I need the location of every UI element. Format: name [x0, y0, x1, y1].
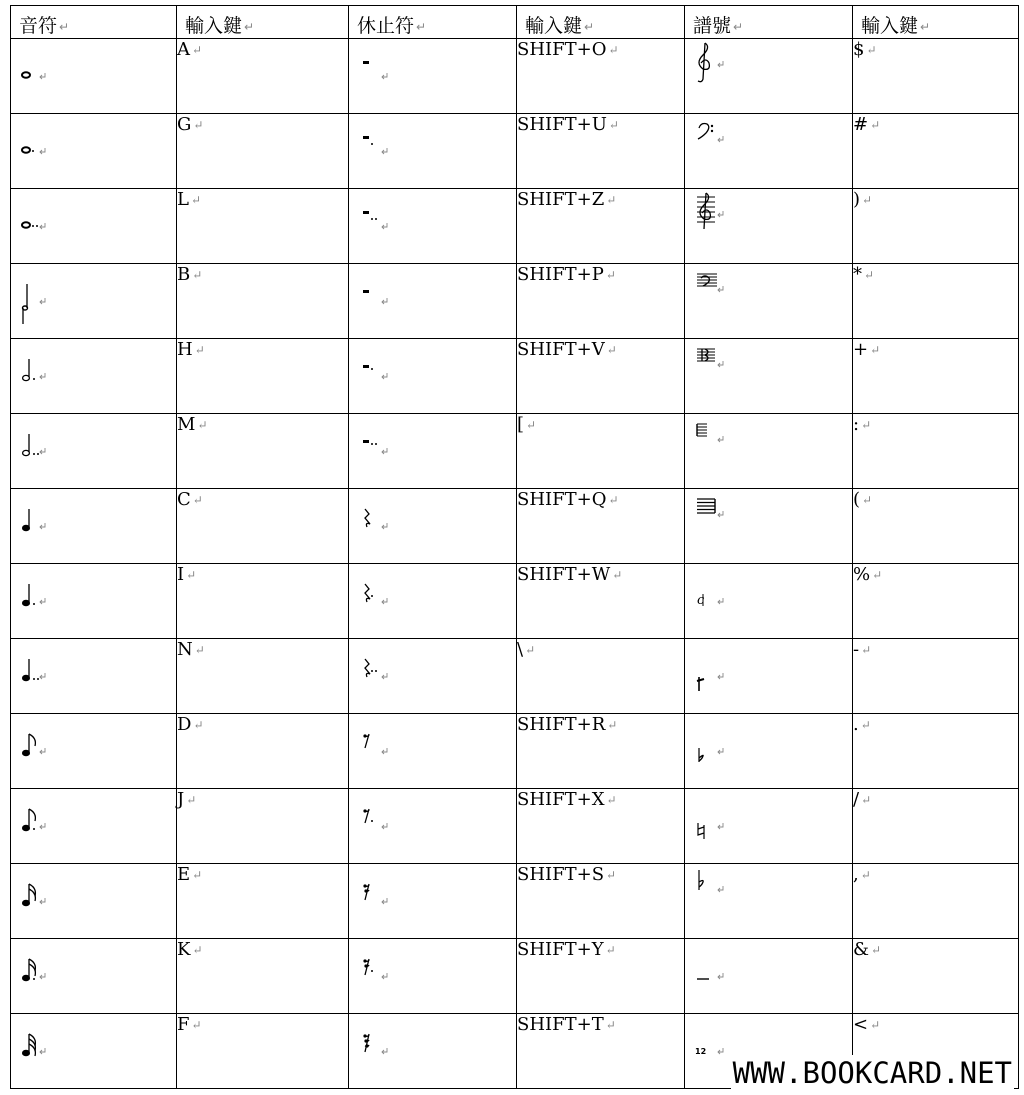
- rest-symbol: [349, 114, 517, 189]
- paragraph-mark-icon: [612, 568, 622, 582]
- flat-alt-icon: [693, 866, 753, 912]
- note-symbol: [11, 939, 177, 1014]
- key-label: B: [177, 264, 191, 285]
- rest-key-cell: [517, 1014, 685, 1089]
- key-label: SHIFT+W: [517, 564, 611, 585]
- paragraph-mark-icon: [606, 193, 616, 207]
- rest-key-cell: [517, 264, 685, 339]
- note-key-cell: [177, 639, 349, 714]
- note-symbol: [11, 189, 177, 264]
- key-label: N: [177, 639, 193, 660]
- note-key-cell: [177, 564, 349, 639]
- key-label: H: [177, 339, 193, 360]
- key-label: *: [853, 264, 862, 285]
- eighth-note-icon: [19, 728, 79, 774]
- staff-with-alto-clef-icon: [693, 341, 753, 387]
- key-label: (: [853, 489, 861, 510]
- paragraph-mark-icon: [192, 943, 202, 957]
- sixteenth-note-icon: [19, 878, 79, 924]
- key-label: SHIFT+S: [517, 864, 605, 885]
- paragraph-mark-icon: [526, 418, 536, 432]
- key-label: :: [853, 414, 860, 435]
- table-row: [11, 339, 1019, 414]
- table-row: [11, 414, 1019, 489]
- key-label: J: [177, 789, 185, 810]
- sign-key-cell: [853, 489, 1019, 564]
- key-label: G: [177, 114, 192, 135]
- note-key-cell: [177, 1014, 349, 1089]
- paragraph-mark-icon: [861, 868, 871, 882]
- key-label: SHIFT+Q: [517, 489, 607, 510]
- rest-key-cell: [517, 939, 685, 1014]
- rest-symbol: [349, 789, 517, 864]
- sign-symbol: [685, 939, 853, 1014]
- sign-symbol: [685, 264, 853, 339]
- key-label: SHIFT+V: [517, 339, 605, 360]
- rest-symbol: [349, 564, 517, 639]
- paragraph-mark-icon: [870, 118, 880, 132]
- key-label: &: [853, 939, 870, 960]
- table-row: [11, 489, 1019, 564]
- common-time-icon: [693, 578, 753, 624]
- paragraph-mark-icon: [195, 643, 205, 657]
- dotted-half-rest-icon: [357, 353, 417, 399]
- key-label: M: [177, 414, 196, 435]
- sign-symbol: [685, 864, 853, 939]
- sign-symbol: [685, 714, 853, 789]
- paragraph-mark-icon: [186, 568, 196, 582]
- sign-key-cell: [853, 864, 1019, 939]
- sixteenth-rest-icon: [357, 878, 417, 924]
- paragraph-mark-icon: [871, 943, 881, 957]
- paragraph-mark-icon: [197, 418, 207, 432]
- key-label: $: [853, 39, 865, 60]
- note-symbol: [11, 714, 177, 789]
- sign-key-cell: [853, 114, 1019, 189]
- sign-key-cell: [853, 564, 1019, 639]
- rest-symbol: [349, 189, 517, 264]
- double-dotted-half-rest-icon: [357, 428, 417, 474]
- note-key-cell: [177, 789, 349, 864]
- paragraph-mark-icon: [862, 193, 872, 207]
- short-staff-icon: [693, 416, 753, 462]
- ledger-line-icon: [693, 953, 753, 999]
- paragraph-mark-icon: [607, 718, 617, 732]
- paragraph-mark-icon: [870, 1018, 880, 1032]
- sign-key-cell: [853, 264, 1019, 339]
- header-rest-key: 輸入鍵 ↵: [517, 6, 685, 39]
- note-key-cell: [177, 939, 349, 1014]
- key-label: <: [853, 1014, 869, 1035]
- paragraph-mark-icon: [191, 193, 201, 207]
- paragraph-mark-icon: [192, 868, 202, 882]
- key-label: SHIFT+X: [517, 789, 605, 810]
- sign-key-cell: [853, 714, 1019, 789]
- sign-key-cell: [853, 789, 1019, 864]
- key-label: I: [177, 564, 185, 585]
- table-row: [11, 939, 1019, 1014]
- note-key-cell: [177, 714, 349, 789]
- quarter-note-icon: [19, 503, 79, 549]
- note-key-cell: [177, 114, 349, 189]
- key-label: SHIFT+Z: [517, 189, 605, 210]
- header-row: [11, 6, 1019, 39]
- header-sign: 譜號 ↵: [685, 6, 853, 39]
- svg-text:c: c: [697, 593, 705, 608]
- header-sign-key: 輸入鍵 ↵: [853, 6, 1019, 39]
- rest-key-cell: [517, 564, 685, 639]
- paragraph-mark-icon: [193, 718, 203, 732]
- music-key-table: [10, 5, 1019, 1089]
- sign-symbol: [685, 414, 853, 489]
- rest-key-cell: [517, 189, 685, 264]
- rest-key-cell: [517, 489, 685, 564]
- paragraph-mark-icon: [192, 43, 202, 57]
- rest-symbol: [349, 414, 517, 489]
- time-signature-text: 12: [695, 1047, 707, 1056]
- table-row: [11, 564, 1019, 639]
- dotted-eighth-rest-icon: [357, 803, 417, 849]
- paragraph-mark-icon: [866, 43, 876, 57]
- paragraph-mark-icon: [186, 793, 196, 807]
- key-label: ): [853, 189, 861, 210]
- rest-key-cell: [517, 789, 685, 864]
- paragraph-mark-icon: [606, 868, 616, 882]
- note-key-cell: [177, 489, 349, 564]
- paragraph-mark-icon: [861, 793, 871, 807]
- double-dotted-quarter-rest-icon: [357, 653, 417, 699]
- header-rest: 休止符 ↵: [349, 6, 517, 39]
- note-key-cell: [177, 864, 349, 939]
- note-key-cell: [177, 189, 349, 264]
- key-label: %: [853, 564, 871, 585]
- note-symbol: [11, 1014, 177, 1089]
- paragraph-mark-icon: [608, 493, 618, 507]
- rest-symbol: [349, 639, 517, 714]
- dotted-whole-note-icon: [19, 128, 79, 174]
- treble-clef-icon: [693, 41, 753, 87]
- table-row: [11, 114, 1019, 189]
- sign-key-cell: [853, 939, 1019, 1014]
- double-dotted-whole-note-icon: [19, 203, 79, 249]
- rest-key-cell: [517, 864, 685, 939]
- sign-symbol: [685, 189, 853, 264]
- thirty-second-rest-icon: [357, 1028, 417, 1074]
- rest-symbol: [349, 264, 517, 339]
- paragraph-mark-icon: [606, 268, 616, 282]
- half-note-icon: [19, 278, 79, 324]
- key-label: SHIFT+Y: [517, 939, 604, 960]
- note-key-cell: [177, 339, 349, 414]
- rest-symbol: [349, 489, 517, 564]
- dotted-half-note-icon: [19, 353, 79, 399]
- dotted-sixteenth-note-icon: [19, 953, 79, 999]
- sign-key-cell: [853, 414, 1019, 489]
- thirty-second-note-icon: [19, 1028, 79, 1074]
- table-row: [11, 264, 1019, 339]
- paragraph-mark-icon: [870, 343, 880, 357]
- sign-key-cell: [853, 189, 1019, 264]
- table-row: [11, 789, 1019, 864]
- note-symbol: [11, 564, 177, 639]
- paragraph-mark-icon: [193, 118, 203, 132]
- sign-symbol: [685, 39, 853, 114]
- whole-rest-icon: [357, 53, 417, 99]
- paragraph-mark-icon: [872, 568, 882, 582]
- table-row: [11, 639, 1019, 714]
- paragraph-mark-icon: [192, 268, 202, 282]
- table-row: [11, 189, 1019, 264]
- double-dotted-half-note-icon: [19, 428, 79, 474]
- eighth-rest-icon: [357, 728, 417, 774]
- key-label: SHIFT+O: [517, 39, 607, 60]
- note-symbol: [11, 489, 177, 564]
- paragraph-mark-icon: [861, 643, 871, 657]
- paragraph-mark-icon: [862, 493, 872, 507]
- dotted-eighth-note-icon: [19, 803, 79, 849]
- key-label: SHIFT+U: [517, 114, 607, 135]
- sign-key-cell: [853, 39, 1019, 114]
- note-symbol: [11, 39, 177, 114]
- paragraph-mark-icon: [193, 493, 203, 507]
- rest-key-cell: [517, 639, 685, 714]
- staff-with-bass-clef-icon: [693, 266, 753, 312]
- rest-symbol: [349, 939, 517, 1014]
- key-label: SHIFT+T: [517, 1014, 604, 1035]
- bass-clef-icon: [693, 116, 753, 162]
- note-symbol: [11, 414, 177, 489]
- dotted-whole-rest-icon: [357, 128, 417, 174]
- key-label: [: [517, 414, 525, 435]
- key-label: C: [177, 489, 191, 510]
- key-label: .: [853, 714, 859, 735]
- paragraph-mark-icon: [861, 718, 871, 732]
- sign-key-cell: [853, 339, 1019, 414]
- note-symbol: [11, 789, 177, 864]
- paragraph-mark-icon: [607, 343, 617, 357]
- rest-symbol: [349, 864, 517, 939]
- key-label: L: [177, 189, 189, 210]
- key-label: +: [853, 339, 869, 360]
- sign-symbol: [685, 114, 853, 189]
- rest-symbol: [349, 1014, 517, 1089]
- rest-key-cell: [517, 39, 685, 114]
- key-label: D: [177, 714, 192, 735]
- note-symbol: [11, 339, 177, 414]
- note-key-cell: [177, 414, 349, 489]
- key-label: E: [177, 864, 191, 885]
- rest-key-cell: [517, 339, 685, 414]
- note-key-cell: [177, 39, 349, 114]
- note-symbol: [11, 864, 177, 939]
- dotted-quarter-rest-icon: [357, 578, 417, 624]
- paragraph-mark-icon: [525, 643, 535, 657]
- key-label: SHIFT+R: [517, 714, 606, 735]
- paragraph-mark-icon: [192, 1018, 202, 1032]
- watermark: WWW.BOOKCARD.NET: [732, 1056, 1012, 1090]
- paragraph-mark-icon: [607, 793, 617, 807]
- rest-key-cell: [517, 114, 685, 189]
- note-key-cell: [177, 264, 349, 339]
- paragraph-mark-icon: [608, 43, 618, 57]
- paragraph-mark-icon: [195, 343, 205, 357]
- sign-symbol: [685, 489, 853, 564]
- note-symbol: [11, 114, 177, 189]
- sign-symbol: [685, 789, 853, 864]
- flat-icon: [693, 728, 753, 774]
- natural-icon: [693, 803, 753, 849]
- header-note-key: 輸入鍵 ↵: [177, 6, 349, 39]
- rest-key-cell: [517, 714, 685, 789]
- paragraph-mark-icon: [861, 418, 871, 432]
- double-dotted-whole-rest-icon: [357, 203, 417, 249]
- paragraph-mark-icon: [606, 1018, 616, 1032]
- sharp-icon: [693, 653, 753, 699]
- rest-symbol: [349, 339, 517, 414]
- header-note: 音符 ↵: [11, 6, 177, 39]
- sign-symbol: [685, 564, 853, 639]
- staff-barline-icon: [693, 491, 753, 537]
- sign-symbol: [685, 339, 853, 414]
- key-label: \: [517, 639, 524, 660]
- table-row: [11, 39, 1019, 114]
- note-symbol: [11, 264, 177, 339]
- dotted-quarter-note-icon: [19, 578, 79, 624]
- whole-note-icon: [19, 53, 79, 99]
- rest-symbol: [349, 714, 517, 789]
- paragraph-mark-icon: [864, 268, 874, 282]
- half-rest-icon: [357, 278, 417, 324]
- quarter-rest-icon: [357, 503, 417, 549]
- paragraph-mark-icon: [606, 943, 616, 957]
- key-label: SHIFT+P: [517, 264, 604, 285]
- key-label: K: [177, 939, 191, 960]
- double-dotted-quarter-note-icon: [19, 653, 79, 699]
- table-row: [11, 714, 1019, 789]
- key-label: /: [853, 789, 860, 810]
- rest-key-cell: [517, 414, 685, 489]
- rest-symbol: [349, 39, 517, 114]
- grand-staff-clef-icon: [693, 191, 753, 237]
- paragraph-mark-icon: [609, 118, 619, 132]
- table-row: [11, 864, 1019, 939]
- key-label: F: [177, 1014, 190, 1035]
- key-label: -: [853, 639, 860, 660]
- note-symbol: [11, 639, 177, 714]
- dotted-sixteenth-rest-icon: [357, 953, 417, 999]
- key-label: A: [177, 39, 190, 60]
- sign-key-cell: [853, 639, 1019, 714]
- sign-symbol: [685, 639, 853, 714]
- key-label: #: [853, 114, 869, 135]
- key-label: ,: [853, 864, 859, 885]
